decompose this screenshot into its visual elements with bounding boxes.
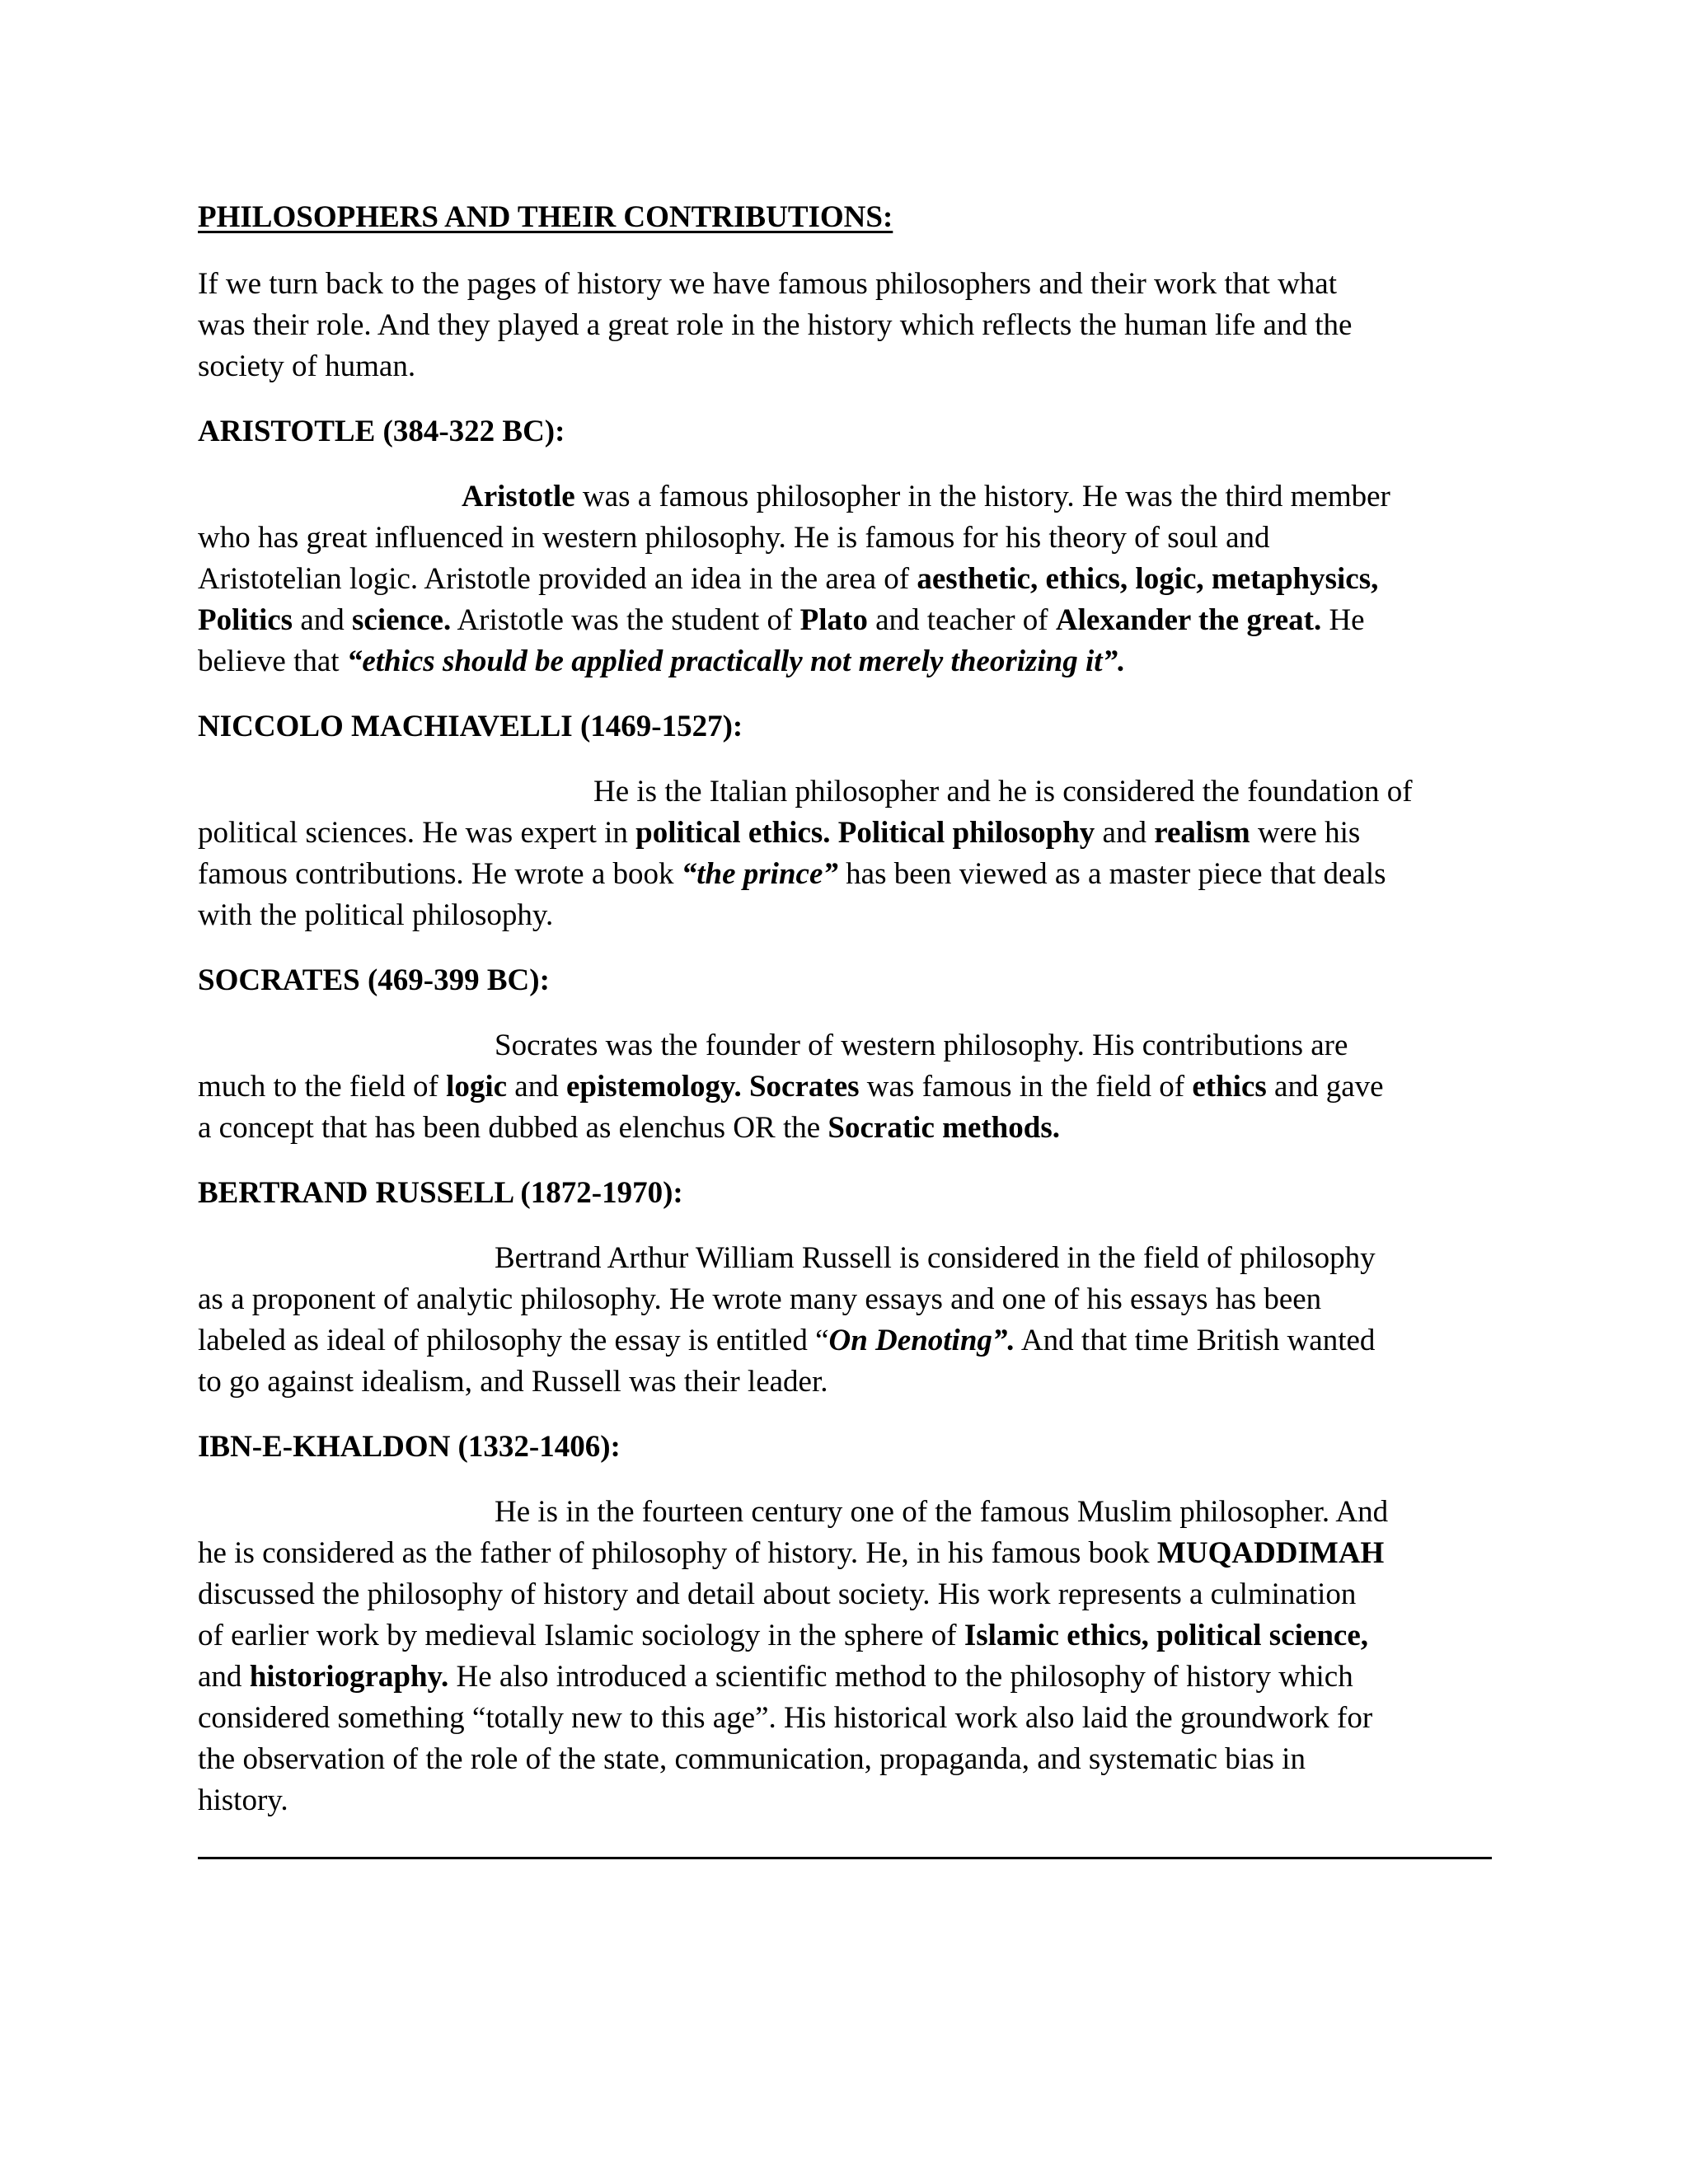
text-run: and bbox=[1095, 816, 1155, 850]
text-run: and bbox=[198, 1660, 250, 1694]
paragraph-line bbox=[198, 600, 1492, 641]
bold-text: ethics bbox=[1192, 1070, 1267, 1104]
text-run: Socrates was the founder of western philosophy. His contributions are bbox=[495, 1029, 1348, 1062]
text-run: labeled as ideal of philosophy the essay is entitled “ bbox=[198, 1324, 829, 1357]
paragraph-line: history. bbox=[198, 1783, 288, 1817]
intro-line: was their role. And they played a great role in the history which reflects the human life and the bbox=[198, 308, 1353, 342]
paragraph-line: considered something “totally new to this age”. His historical work also laid the groundwork for bbox=[198, 1701, 1373, 1735]
text-run: famous contributions. He wrote a book bbox=[198, 857, 682, 891]
paragraph-line bbox=[198, 771, 1492, 813]
paragraph-line: as a proponent of analytic philosophy. He wrote many essays and one of his essays has been bbox=[198, 1282, 1322, 1316]
text-run: believe that bbox=[198, 644, 347, 678]
page-title: PHILOSOPHERS AND THEIR CONTRIBUTIONS: bbox=[198, 200, 893, 234]
paragraph-line bbox=[198, 1108, 1492, 1149]
bold-text: Politics bbox=[198, 603, 293, 637]
paragraph-aristotle bbox=[198, 476, 1492, 682]
paragraph-line: who has great influenced in western philosophy. He is famous for his theory of soul and bbox=[198, 521, 1270, 555]
text-run: a concept that has been dubbed as elenchus OR the bbox=[198, 1111, 828, 1145]
paragraph-socrates bbox=[198, 1025, 1492, 1149]
text-run: he is considered as the father of philosophy of history. He, in his famous book bbox=[198, 1536, 1157, 1570]
text-run: was famous in the field of bbox=[859, 1070, 1193, 1104]
text-run: He bbox=[1321, 603, 1365, 637]
bold-text: logic bbox=[446, 1070, 508, 1104]
paragraph-russell bbox=[198, 1238, 1492, 1403]
paragraph-line bbox=[198, 1492, 1492, 1533]
bold-text: historiography. bbox=[249, 1660, 449, 1694]
text-run: has been viewed as a master piece that deals bbox=[837, 857, 1386, 891]
paragraph-line bbox=[198, 1533, 1492, 1574]
bold-text: Aristotle bbox=[462, 480, 575, 513]
paragraph-khaldon bbox=[198, 1492, 1492, 1821]
paragraph-line: discussed the philosophy of history and detail about society. His work represents a culmination bbox=[198, 1577, 1357, 1611]
text-run: He is the Italian philosopher and he is considered the foundation of bbox=[593, 775, 1413, 808]
section-heading-socrates: SOCRATES (469-399 BC): bbox=[198, 963, 550, 997]
paragraph-line bbox=[198, 854, 1492, 895]
text-run: Aristotle was the student of bbox=[451, 603, 800, 637]
horizontal-rule bbox=[198, 1857, 1492, 1859]
text-run: of earlier work by medieval Islamic sociology in the sphere of bbox=[198, 1619, 964, 1652]
paragraph-machiavelli bbox=[198, 771, 1492, 936]
paragraph-line bbox=[198, 1238, 1492, 1279]
text-run: and bbox=[293, 603, 353, 637]
paragraph-line bbox=[198, 1025, 1492, 1066]
section-heading-aristotle: ARISTOTLE (384-322 BC): bbox=[198, 415, 565, 448]
bold-text: epistemology. Socrates bbox=[565, 1070, 860, 1104]
paragraph-line bbox=[198, 1657, 1492, 1698]
text-run: Aristotelian logic. Aristotle provided an idea in the area of bbox=[198, 562, 917, 596]
text-run: and gave bbox=[1266, 1070, 1384, 1104]
bold-text: political ethics. Political philosophy bbox=[635, 816, 1095, 850]
paragraph-line bbox=[198, 641, 1492, 682]
paragraph-line bbox=[198, 813, 1492, 854]
paragraph-line bbox=[198, 1066, 1492, 1108]
text-run: was a famous philosopher in the history. He was the third member bbox=[574, 480, 1390, 513]
paragraph-line bbox=[198, 1615, 1492, 1657]
intro-line: society of human. bbox=[198, 349, 416, 383]
bold-text: Socratic methods. bbox=[828, 1111, 1060, 1145]
text-run: political sciences. He was expert in bbox=[198, 816, 636, 850]
intro-paragraph bbox=[198, 264, 1492, 387]
paragraph-line bbox=[198, 559, 1492, 600]
bold-text: science. bbox=[352, 603, 452, 637]
bold-text: aesthetic, ethics, logic, metaphysics, bbox=[917, 562, 1379, 596]
document-page bbox=[198, 198, 1492, 1846]
bold-text: Plato bbox=[799, 603, 868, 637]
bold-text: Alexander the great. bbox=[1055, 603, 1322, 637]
section-heading-machiavelli: NICCOLO MACHIAVELLI (1469-1527): bbox=[198, 710, 743, 743]
book-title: “the prince” bbox=[681, 857, 838, 891]
paragraph-line: the observation of the role of the state, communication, propaganda, and systematic bias in bbox=[198, 1742, 1306, 1776]
text-run: much to the field of bbox=[198, 1070, 447, 1104]
text-run: He is in the fourteen century one of the famous Muslim philosopher. And bbox=[495, 1495, 1389, 1529]
paragraph-line: to go against idealism, and Russell was their leader. bbox=[198, 1365, 828, 1399]
bold-text: Islamic ethics, political science, bbox=[964, 1619, 1369, 1652]
text-run: were his bbox=[1250, 816, 1361, 850]
essay-title: On Denoting”. bbox=[828, 1324, 1015, 1357]
section-heading-russell: BERTRAND RUSSELL (1872-1970): bbox=[198, 1176, 683, 1210]
text-run: Bertrand Arthur William Russell is considered in the field of philosophy bbox=[495, 1241, 1376, 1275]
text-run: and bbox=[507, 1070, 566, 1104]
bold-text: MUQADDIMAH bbox=[1156, 1536, 1385, 1570]
section-heading-khaldon: IBN-E-KHALDON (1332-1406): bbox=[198, 1430, 621, 1464]
text-run: and teacher of bbox=[867, 603, 1056, 637]
text-run: He also introduced a scientific method to the philosophy of history which bbox=[448, 1660, 1353, 1694]
paragraph-line bbox=[198, 476, 1492, 518]
text-run: And that time British wanted bbox=[1015, 1324, 1376, 1357]
paragraph-line: with the political philosophy. bbox=[198, 898, 554, 932]
paragraph-line bbox=[198, 1320, 1492, 1361]
intro-line: If we turn back to the pages of history we have famous philosophers and their work that what bbox=[198, 267, 1337, 301]
bold-text: realism bbox=[1154, 816, 1250, 850]
quote-text: “ethics should be applied practically not merely theorizing it”. bbox=[346, 644, 1126, 678]
